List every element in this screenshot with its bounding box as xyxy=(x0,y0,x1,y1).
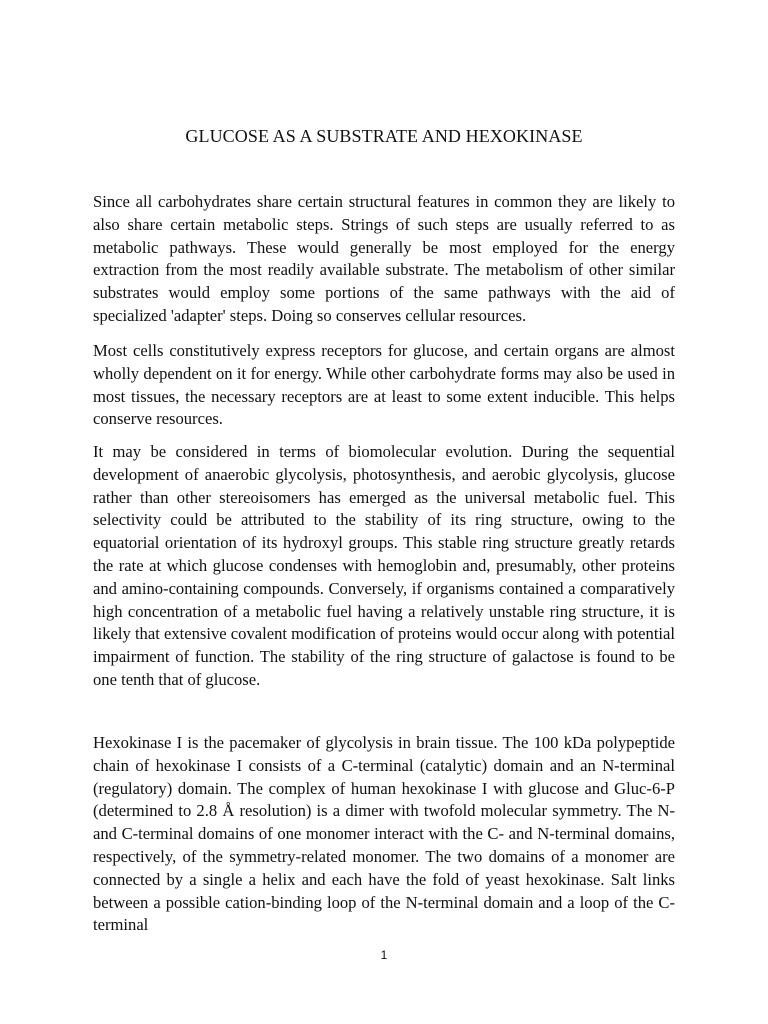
page-title: GLUCOSE AS A SUBSTRATE AND HEXOKINASE xyxy=(185,126,583,146)
paragraph-glucose-receptors: Most cells constitutively express receptors for glucose, and certain organs are almost wholly dependent on it for energy. While other carbohydrate forms may also be used in most tissues, the necessary receptors are at least to some extent inducible. This helps conserve resources. xyxy=(93,341,675,429)
paragraph-hexokinase-i: Hexokinase I is the pacemaker of glycolysis in brain tissue. The 100 kDa polypeptide chain of hexokinase I consists of a C-terminal (catalytic) domain and an N-terminal (regulatory) domain. The complex of human hexokinase I with glucose and Gluc-6-P (determined to 2.8 Å resolution) is a dimer with twofold molecular symmetry. The N- and C-terminal domains of one monomer interact with the C- and N-terminal domains, respectively, of the symmetry-related monomer. The two domains of a monomer are connected by a single a helix and each have the fold of yeast hexokinase. Salt links between a possible cation-binding loop of the N-terminal domain and a loop of the C-terminal xyxy=(93,733,675,935)
paragraph-biomolecular-evolution: It may be considered in terms of biomolecular evolution. During the sequential development of anaerobic glycolysis, photosynthesis, and aerobic glycolysis, glucose rather than other stereoisomers has emerged as the universal metabolic fuel. This selectivity could be attributed to the stability of its ring structure, owing to the equatorial orientation of its hydroxyl groups. This stable ring structure greatly retards the rate at which glucose condenses with hemoglobin and, presumably, other proteins and amino-containing compounds. Conversely, if organisms contained a comparatively high concentration of a metabolic fuel having a relatively unstable ring structure, it is likely that extensive covalent modification of proteins would occur along with potential impairment of function. The stability of the ring structure of galactose is found to be one tenth that of glucose. xyxy=(93,442,676,689)
paragraph-carbohydrate-pathways: Since all carbohydrates share certain structural features in common they are likely to also share certain metabolic steps. Strings of such steps are usually referred to as metabolic pathways. These would generally be most employed for the energy extraction from the most readily available substrate. The metabolism of other similar substrates would employ some portions of the same pathways with the aid of specialized 'adapter' steps. Doing so conserves cellular resources. xyxy=(93,192,675,325)
page-number: 1 xyxy=(380,948,388,962)
